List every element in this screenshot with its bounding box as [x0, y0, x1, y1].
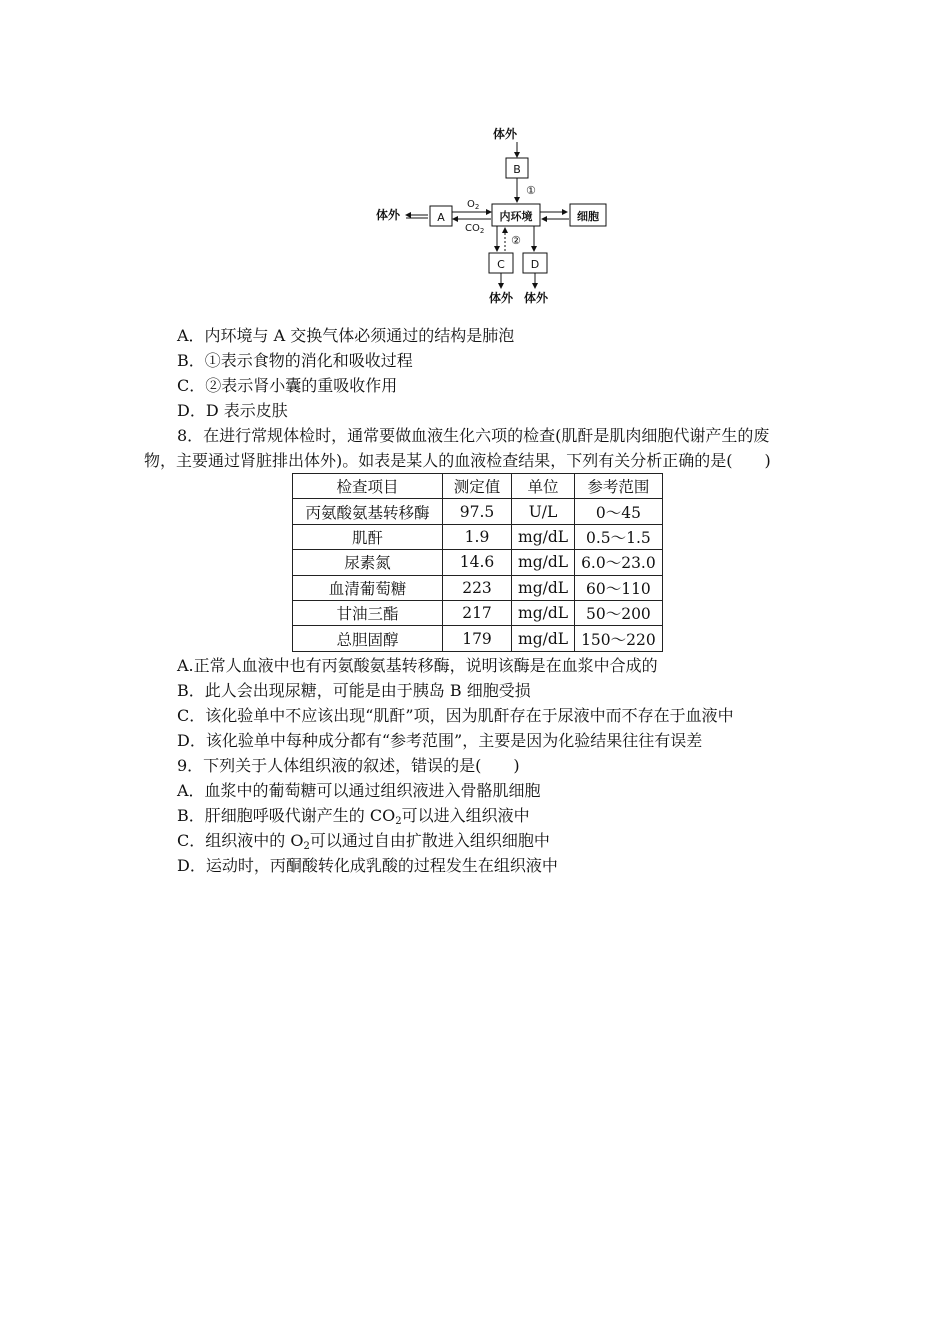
- box-b-label: B: [513, 163, 521, 176]
- q8-option-d: D．该化验单中每种成分都有“参考范围”，主要是因为化验结果往往有误差: [177, 731, 703, 750]
- q8-stem-line2: 物，主要通过肾脏排出体外)。如表是某人的血液检查结果，下列有关分析正确的是( ): [144, 451, 771, 470]
- table-cell: 217: [443, 600, 512, 625]
- table-cell: 6.0～23.0: [575, 550, 663, 575]
- table-cell: mg/dL: [512, 626, 575, 651]
- table-row: [293, 575, 663, 600]
- q8-stem-line1: 8．在进行常规体检时，通常要做血液生化六项的检查(肌酐是肌肉细胞代谢产生的废: [177, 426, 770, 445]
- table-cell: mg/dL: [512, 600, 575, 625]
- box-a-label: A: [437, 211, 445, 224]
- table-header-row: [293, 474, 663, 499]
- q8-option-c: C．该化验单中不应该出现“肌酐”项，因为肌酐存在于尿液中而不存在于血液中: [177, 706, 734, 725]
- cell-label: 细胞: [577, 210, 599, 223]
- table-cell: 尿素氮: [293, 550, 443, 575]
- q9-option-d: D．运动时，丙酮酸转化成乳酸的过程发生在组织液中: [177, 856, 558, 875]
- table-cell: 1.9: [443, 524, 512, 549]
- table-cell: 179: [443, 626, 512, 651]
- table-cell: U/L: [512, 499, 575, 524]
- q7-option-b: B．①表示食物的消化和吸收过程: [177, 351, 413, 370]
- table-row: [293, 524, 663, 549]
- outside-d-label: 体外: [523, 291, 549, 305]
- table-cell: 0.5～1.5: [575, 524, 663, 549]
- q8-option-a: A.正常人血液中也有丙氨酸氨基转移酶，说明该酶是在血浆中合成的: [177, 656, 658, 675]
- table-cell: mg/dL: [512, 524, 575, 549]
- q7-option-c: C．②表示肾小囊的重吸收作用: [177, 376, 398, 395]
- co2-label: $CO_2$: [465, 223, 485, 235]
- q9-option-c: C．组织液中的 $O_2$可以通过自由扩散进入组织细胞中: [177, 831, 550, 852]
- table-cell: 甘油三酯: [293, 600, 443, 625]
- box-d-label: D: [530, 258, 540, 271]
- table-cell: 150～220: [575, 626, 663, 651]
- table-row: [293, 626, 663, 651]
- box-c-label: C: [497, 258, 505, 271]
- table-cell: 50～200: [575, 600, 663, 625]
- q8-option-b: B．此人会出现尿糖，可能是由于胰岛 B 细胞受损: [177, 681, 531, 700]
- q9-option-a: A．血浆中的葡萄糖可以通过组织液进入骨骼肌细胞: [177, 781, 541, 800]
- outside-c-label: 体外: [488, 291, 514, 305]
- table-cell: 0～45: [575, 499, 663, 524]
- table-cell: 总胆固醇: [293, 626, 443, 651]
- table-header: 测定值: [443, 474, 512, 499]
- q9-option-b: B．肝细胞呼吸代谢产生的 $CO_2$可以进入组织液中: [177, 806, 530, 827]
- label-2: ②: [511, 234, 521, 247]
- table-cell: 60～110: [575, 575, 663, 600]
- label-1: ①: [526, 184, 536, 197]
- table-cell: mg/dL: [512, 550, 575, 575]
- table-header: 单位: [512, 474, 575, 499]
- table-cell: 肌酐: [293, 524, 443, 549]
- internal-env-label: 内环境: [499, 210, 533, 223]
- table-row: [293, 600, 663, 625]
- table-cell: 223: [443, 575, 512, 600]
- table-header: 检查项目: [293, 474, 443, 499]
- table-cell: 97.5: [443, 499, 512, 524]
- table-cell: 丙氨酸氨基转移酶: [293, 499, 443, 524]
- q7-option-d: D．D 表示皮肤: [177, 401, 288, 420]
- outside-top-label: 体外: [492, 127, 518, 141]
- o2-label: $O_2$: [467, 199, 480, 211]
- blood-test-table: [292, 473, 663, 652]
- table-cell: 14.6: [443, 550, 512, 575]
- table-cell: mg/dL: [512, 575, 575, 600]
- table-row: [293, 499, 663, 524]
- table-row: [293, 550, 663, 575]
- q7-option-a: A．内环境与 A 交换气体必须通过的结构是肺泡: [177, 326, 515, 345]
- outside-left-label: 体外: [375, 208, 401, 222]
- table-header: 参考范围: [575, 474, 663, 499]
- internal-environment-diagram: [370, 120, 610, 308]
- table-cell: 血清葡萄糖: [293, 575, 443, 600]
- q9-stem: 9．下列关于人体组织液的叙述，错误的是( ): [177, 756, 520, 775]
